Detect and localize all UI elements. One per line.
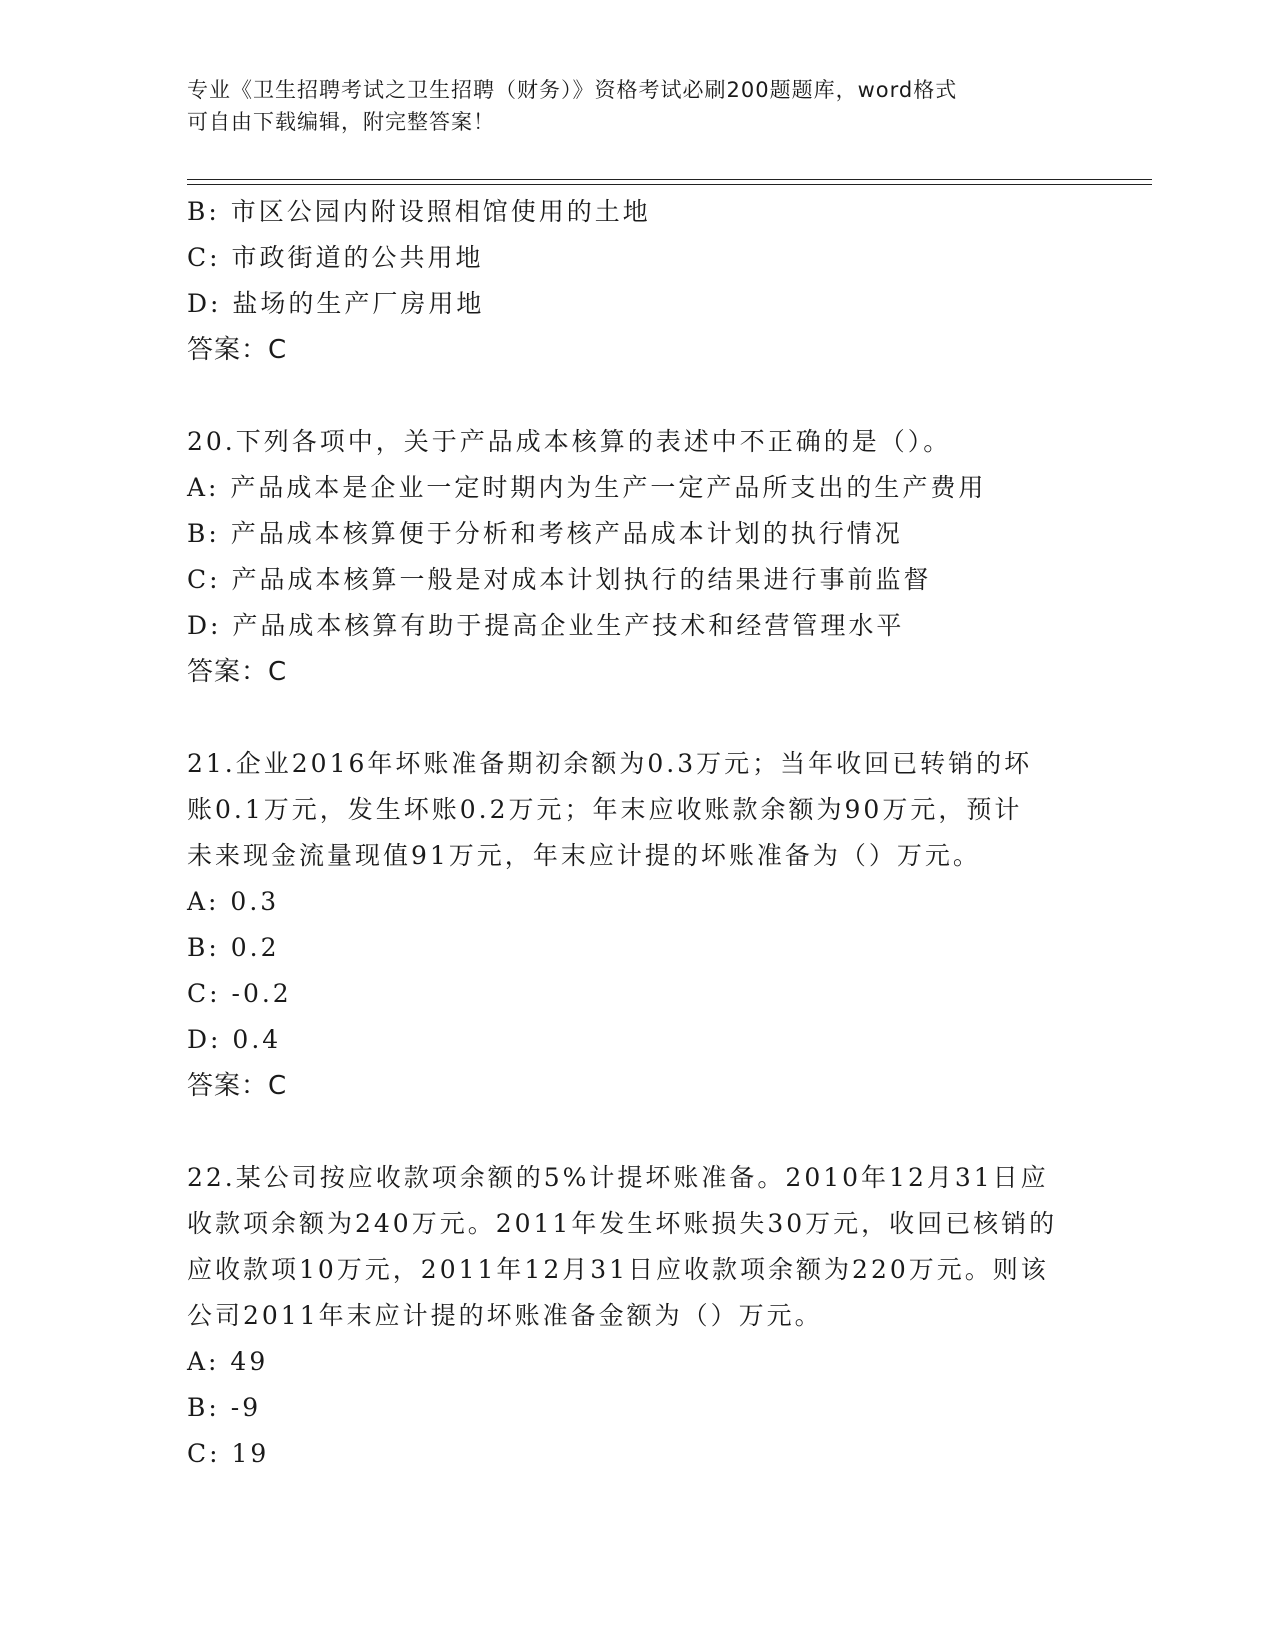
- q19-answer: 答案：C: [187, 335, 288, 365]
- q22-stem-line-2: 收款项余额为240万元。2011年发生坏账损失30万元，收回已核销的: [187, 1209, 1058, 1238]
- header-divider-bottom: [187, 184, 1152, 185]
- q19-option-c: C: 市政街道的公共用地: [187, 243, 484, 272]
- q21-option-d: D: 0.4: [187, 1025, 282, 1054]
- q22-stem-line-3: 应收款项10万元，2011年12月31日应收款项余额为220万元。则该: [187, 1255, 1049, 1284]
- q19-option-d: D: 盐场的生产厂房用地: [187, 289, 485, 318]
- q22-option-c: C: 19: [187, 1439, 270, 1468]
- header-divider-top: [187, 179, 1152, 180]
- q20-answer: 答案：C: [187, 657, 288, 687]
- document-header: [187, 74, 1067, 138]
- q21-stem-line-3: 未来现金流量现值91万元，年末应计提的坏账准备为（）万元。: [187, 841, 981, 870]
- q22-stem-line-4: 公司2011年末应计提的坏账准备金额为（）万元。: [187, 1301, 823, 1330]
- q19-option-b: B: 市区公园内附设照相馆使用的土地: [187, 197, 651, 226]
- q20-option-b: B: 产品成本核算便于分析和考核产品成本计划的执行情况: [187, 519, 903, 548]
- header-line-2: 可自由下载编辑，附完整答案！: [187, 110, 495, 134]
- q22-option-a: A: 49: [187, 1347, 269, 1376]
- q21-option-b: B: 0.2: [187, 933, 280, 962]
- question-content: [187, 189, 1087, 1477]
- spacer: [187, 373, 1087, 419]
- q22-stem-line-1: 22.某公司按应收款项余额的5%计提坏账准备。2010年12月31日应: [187, 1163, 1049, 1192]
- q20-option-d: D: 产品成本核算有助于提高企业生产技术和经营管理水平: [187, 611, 905, 640]
- header-line-1: 专业《卫生招聘考试之卫生招聘（财务）》资格考试必刷200题题库，word格式: [187, 78, 958, 102]
- q20-option-c: C: 产品成本核算一般是对成本计划执行的结果进行事前监督: [187, 565, 932, 594]
- q20-stem: 20.下列各项中，关于产品成本核算的表述中不正确的是（）。: [187, 427, 952, 456]
- q21-stem-line-1: 21.企业2016年坏账准备期初余额为0.3万元；当年收回已转销的坏: [187, 749, 1033, 778]
- q21-option-a: A: 0.3: [187, 887, 280, 916]
- spacer: [187, 695, 1087, 741]
- spacer: [187, 1109, 1087, 1155]
- q22-option-b: B: -9: [187, 1393, 262, 1422]
- q21-stem-line-2: 账0.1万元，发生坏账0.2万元；年末应收账款余额为90万元，预计: [187, 795, 1023, 824]
- q20-option-a: A: 产品成本是企业一定时期内为生产一定产品所支出的生产费用: [187, 473, 987, 502]
- q21-answer: 答案：C: [187, 1071, 288, 1101]
- q21-option-c: C: -0.2: [187, 979, 292, 1008]
